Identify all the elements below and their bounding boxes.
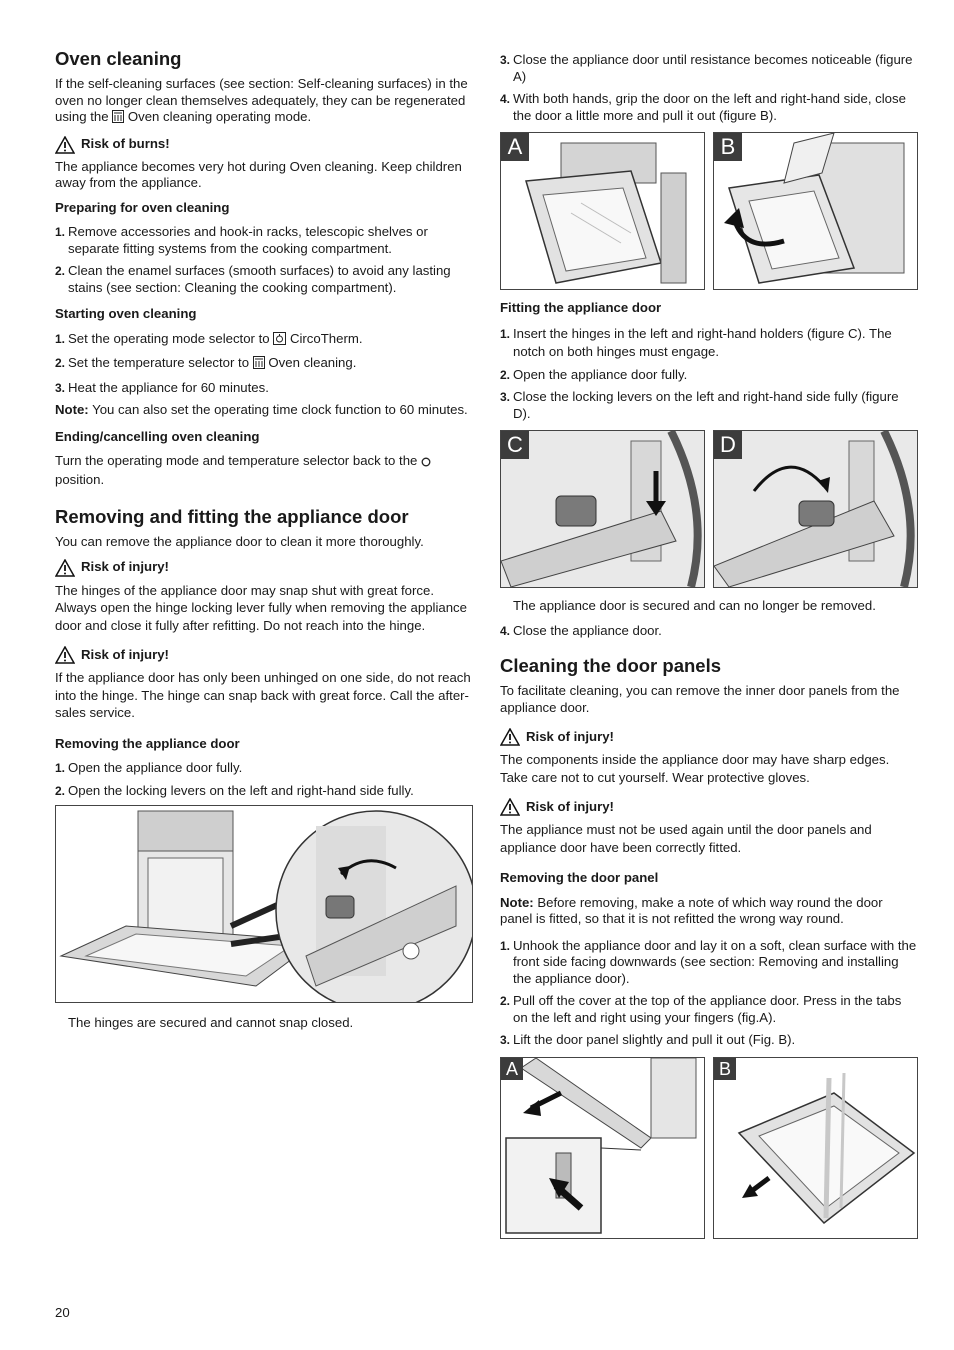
figure-letter: C — [501, 431, 529, 459]
ending-text-a: Turn the operating mode and temperature selector back to the — [55, 453, 418, 468]
warning-icon — [55, 646, 75, 664]
removing-door-steps — [55, 760, 473, 799]
list-item — [500, 938, 918, 988]
list-item — [55, 783, 473, 800]
list-item — [500, 623, 918, 640]
step-number: 2. — [500, 367, 511, 382]
step-number: 4. — [500, 92, 511, 106]
step-text: Open the appliance door fully. — [68, 760, 243, 775]
step-text: Insert the hinges in the left and right-hand holders (figure C). The notch on both hinges must engage. — [513, 325, 892, 359]
ending-heading: Ending/cancelling oven cleaning — [55, 428, 260, 444]
list-item — [55, 380, 473, 397]
step-number: 1. — [55, 225, 66, 239]
fitting-door-heading: Fitting the appliance door — [500, 300, 662, 315]
list-item — [55, 355, 473, 374]
step-number: 2. — [55, 783, 66, 798]
step-number: 2. — [55, 264, 66, 278]
figure-row-ab — [500, 132, 918, 290]
step-number: 2. — [500, 994, 511, 1008]
risk-of-injury-heading — [500, 798, 918, 816]
note-text: You can also set the operating time clock function to 60 minutes. — [92, 402, 468, 417]
list-item — [500, 91, 918, 124]
hinge-lever-illustration — [55, 805, 473, 1003]
ending-text-b: position. — [55, 471, 105, 487]
injury3-text: The components inside the appliance door may have sharp edges. Take care not to cut yourself. Wear protective gloves. — [500, 752, 890, 785]
injury2-text: If the appliance door has only been unhinged on one side, do not reach into the hinge. The hinge can snap back with great force. Call the after-sales service. — [55, 670, 471, 720]
step-text: Set the operating mode selector to — [68, 330, 270, 346]
step-text: Open the locking levers on the left and right-hand side fully. — [68, 782, 414, 798]
oven-cleaning-mode-icon — [253, 356, 265, 374]
list-item — [500, 367, 918, 384]
step-text: Heat the appliance for 60 minutes. — [68, 379, 269, 395]
panels-intro: To facilitate cleaning, you can remove the inner door panels from the appliance door. — [500, 683, 900, 715]
step-number: 4. — [500, 623, 511, 638]
step-text: Pull off the cover at the top of the appliance door. Press in the tabs on the left and right using your fingers (fig.A). — [513, 993, 902, 1025]
removing-intro: You can remove the appliance door to clean it more thoroughly. — [55, 534, 424, 549]
list-item — [55, 760, 473, 777]
oven-cleaning-mode-icon — [112, 110, 124, 128]
starting-heading: Starting oven cleaning — [55, 306, 197, 321]
figure-b-door-pull-out — [713, 132, 918, 290]
list-item — [500, 993, 918, 1026]
list-item — [55, 263, 473, 296]
step-text: Unhook the appliance door and lay it on a soft, clean surface with the front side facing downwards (see section: Removing and installing the appliance door). — [513, 937, 917, 986]
step-text: With both hands, grip the door on the left and right-hand side, close the door a little more and pull it out (figure B). — [513, 91, 906, 123]
step-number: 1. — [55, 331, 66, 346]
risk-of-injury-heading — [55, 646, 473, 664]
panel-steps — [500, 938, 918, 1049]
hinges-secured-text: The hinges are secured and cannot snap closed. — [68, 1015, 354, 1030]
start-steps — [55, 331, 473, 397]
prep-steps — [55, 224, 473, 296]
figure-a-remove-cover — [500, 1057, 705, 1239]
cleaning-door-panels-title: Cleaning the door panels — [500, 655, 721, 676]
note-text: Before removing, make a note of which way round the door panel is fitted, so that it is not refitted the wrong way round. — [500, 894, 883, 926]
step-number: 1. — [500, 938, 511, 953]
list-item — [500, 52, 918, 85]
page-number: 20 — [55, 1305, 70, 1320]
step-text-b: Oven cleaning. — [268, 355, 357, 370]
removing-fitting-title: Removing and fitting the appliance door — [55, 506, 409, 527]
oven-cleaning-title: Oven cleaning — [55, 48, 182, 69]
note-paragraph — [55, 402, 473, 419]
panel-note — [500, 895, 918, 928]
risk-of-injury-heading — [55, 559, 473, 577]
figure-letter: D — [714, 431, 742, 459]
step-number: 3. — [500, 390, 511, 404]
step-number: 3. — [55, 380, 66, 395]
step-text-b: CircoTherm. — [289, 330, 363, 346]
figure-c-insert-hinge — [500, 430, 705, 588]
oven-cleaning-intro — [55, 76, 473, 128]
step-number: 1. — [500, 326, 511, 341]
figure-letter: B — [714, 1058, 736, 1080]
step-text: Close the locking levers on the left and right-hand side fully (figure D). — [513, 389, 899, 421]
step-number: 2. — [55, 356, 66, 370]
step-text: Remove accessories and hook-in racks, telescopic shelves or separate fitting systems from the cooking compartment. — [68, 224, 428, 256]
burns-text: The appliance becomes very hot during Oven cleaning. Keep children away from the appliance. — [55, 158, 462, 190]
risk-of-injury-heading — [500, 728, 918, 746]
risk-of-burns-heading — [55, 136, 473, 154]
removing-door-panel-heading: Removing the door panel — [500, 870, 659, 885]
close-door-step — [500, 623, 918, 640]
list-item — [500, 325, 918, 361]
step-text: Set the temperature selector to — [68, 355, 250, 370]
step-text: Close the appliance door. — [513, 622, 662, 638]
figure-b-lift-panel — [713, 1057, 918, 1239]
warning-icon — [500, 798, 520, 816]
list-item — [55, 224, 473, 257]
step-number: 1. — [55, 761, 66, 775]
figure-letter: A — [501, 133, 529, 161]
preparing-heading: Preparing for oven cleaning — [55, 199, 230, 215]
injury1-text: The hinges of the appliance door may snap shut with great force. Always open the hinge locking lever fully when removing the appliance door and close it fully after refitting. Do not reach into the hinge. — [55, 582, 467, 633]
warning-icon — [55, 136, 75, 154]
warning-icon — [500, 728, 520, 746]
note-label: Note: — [500, 894, 534, 910]
step-number: 3. — [500, 1033, 511, 1047]
intro-text-b: Oven cleaning operating mode. — [127, 109, 312, 124]
warning-icon — [55, 559, 75, 577]
circotherm-icon — [273, 332, 286, 350]
off-position-icon — [421, 455, 431, 472]
step-number: 3. — [500, 53, 511, 67]
figure-letter: A — [501, 1058, 523, 1080]
door-removal-steps-cont — [500, 52, 918, 124]
injury-heading-text: Risk of injury! — [526, 728, 614, 744]
figure-letter: B — [714, 133, 742, 161]
step-text: Open the appliance door fully. — [513, 366, 688, 382]
removing-door-heading: Removing the appliance door — [55, 735, 240, 751]
list-item — [500, 389, 918, 422]
list-item — [500, 1032, 918, 1049]
figure-a-door-closing — [500, 132, 705, 290]
note-label: Note: — [55, 402, 89, 417]
step-text: Close the appliance door until resistance becomes noticeable (figure A) — [513, 52, 913, 84]
burns-heading-text: Risk of burns! — [81, 136, 170, 152]
intro-text-a: If the self-cleaning surfaces (see section: Self-cleaning surfaces) in the oven no longer clean themselves adequately, they can be regenerated using the — [55, 76, 468, 124]
figure-row-cd — [500, 430, 918, 588]
door-secured-text: The appliance door is secured and can no longer be removed. — [513, 598, 876, 613]
figure-row-panel — [500, 1057, 918, 1239]
injury-heading-text: Risk of injury! — [81, 646, 169, 662]
step-text: Clean the enamel surfaces (smooth surfaces) to avoid any lasting stains (see section: Cleaning the cooking compartment). — [68, 263, 451, 295]
right-column — [500, 48, 918, 1249]
injury4-text: The appliance must not be used again until the door panels and appliance door have been correctly fitted. — [500, 822, 872, 855]
list-item — [55, 331, 473, 350]
fitting-door-steps — [500, 325, 918, 423]
ending-text — [55, 453, 473, 488]
figure-d-close-lever — [713, 430, 918, 588]
left-column — [55, 48, 473, 1040]
injury-heading-text: Risk of injury! — [81, 559, 169, 575]
step-text: Lift the door panel slightly and pull it out (Fig. B). — [513, 1032, 796, 1047]
injury-heading-text: Risk of injury! — [526, 798, 614, 814]
